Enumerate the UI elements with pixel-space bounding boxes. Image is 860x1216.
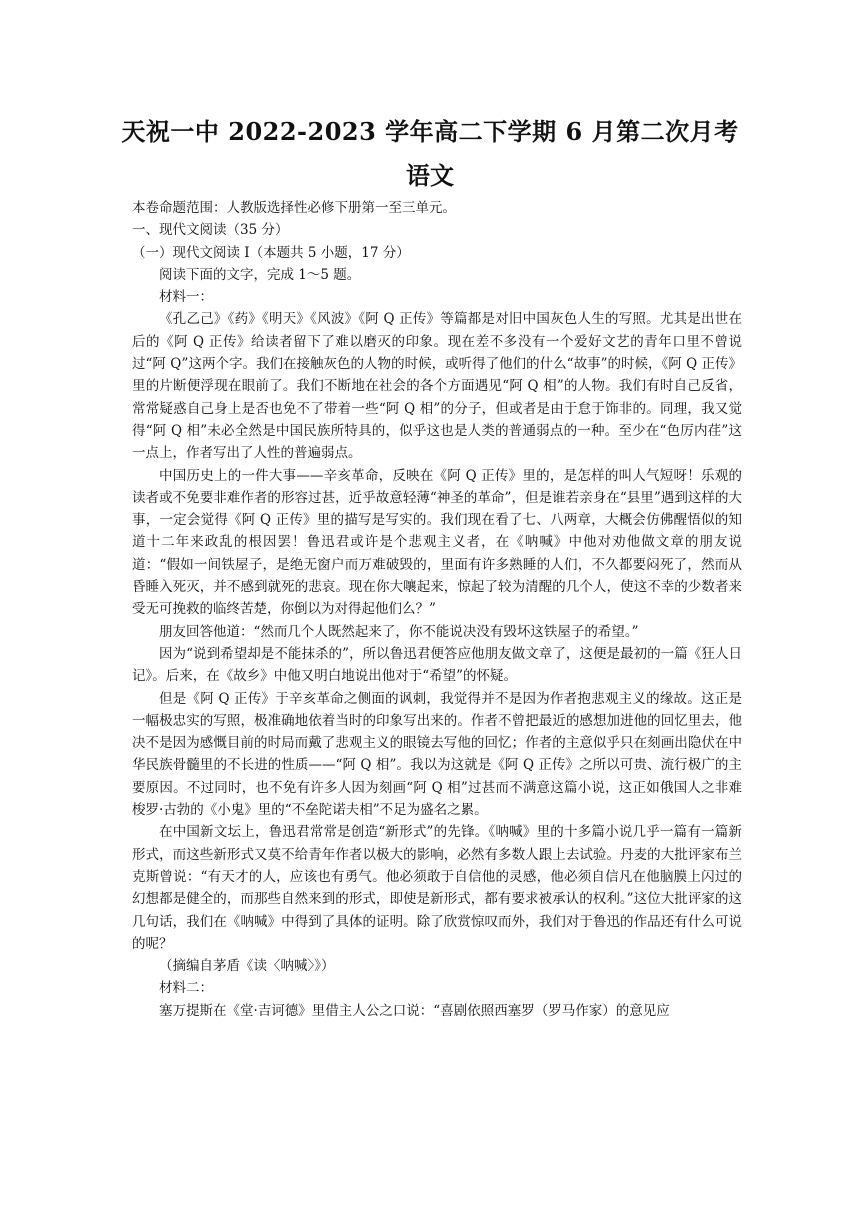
- paragraph: 但是《阿 Q 正传》于辛亥革命之侧面的讽刺，我觉得并不是因为作者抱悲观主义的缘故。这正是一幅极忠实的写照，极准确地依着当时的印象写出来的。作者不曾把最近的感想加进他的回忆里去，他决不是因为感慨目前的时局而戴了悲观主义的眼镜去写他的回忆；作者的主意似乎只在刻画出隐伏在中华民族骨髓里的不长进的性质——“阿 Q 相”。我以为这就是《阿 Q 正传》之所以可贵、流行极广的主要原因。不过同时，也不免有许多人因为刻画“阿 Q 相”过甚而不满意这篇小说，这正如俄国人之非难梭罗·古勃的《小鬼》里的“不垒陀诺夫相”不足为盛名之累。: [132, 690, 742, 819]
- subject-title: 语文: [406, 161, 454, 190]
- exam-scope: 本卷命题范围：人教版选择性必修下册第一至三单元。: [132, 200, 456, 216]
- document-body: [132, 197, 742, 1022]
- reading-instruction: 阅读下面的文字，完成 1～5 题。: [159, 266, 361, 283]
- section-heading: 一、现代文阅读（35 分）: [132, 222, 289, 239]
- paragraph: 朋友回答他道：“然而几个人既然起来了，你不能说决没有毁坏这铁屋子的希望。”: [159, 623, 639, 640]
- exam-title: 天祝一中 2022-2023 学年高二下学期 6 月第二次月考: [121, 117, 739, 146]
- material-label: 材料一：: [159, 289, 213, 306]
- source-citation: （摘编自茅盾《读〈呐喊〉》）: [159, 958, 335, 975]
- paragraph: 《孔乙己》《药》《明天》《风波》《阿 Q 正传》等篇都是对旧中国灰色人生的写照。尤其是出世在后的《阿 Q 正传》给读者留下了难以磨灭的印象。现在差不多没有一个爱好文艺的青年口里不曾说过“阿 Q”这两个字。我们在接触灰色的人物的时候，或听得了他们的什么“故事”的时候，《阿 Q 正传》里的片断便浮现在眼前了。我们不断地在社会的各个方面遇见“阿 Q 相”的人物。我们有时自己反省，常常疑惑自己身上是否也免不了带着一些“阿 Q 相”的分子，但或者是由于怠于饰非的。同理，我又觉得“阿 Q 相”未必全然是中国民族所特具的，似乎这也是人类的普通弱点的一种。至少在“色厉内荏”这一点上，作者写出了人性的普遍弱点。: [132, 311, 742, 462]
- paragraph: 中国历史上的一件大事——辛亥革命，反映在《阿 Q 正传》里的，是怎样的叫人气短呀！乐观的读者或不免要非难作者的形容过甚，近乎故意轻薄“神圣的革命”，但是谁若亲身在“县里”遇到这样的大事，一定会觉得《阿 Q 正传》里的描写是写实的。我们现在看了七、八两章，大概会仿佛醒悟似的知道十二年来政乱的根因罢！鲁迅君或许是个悲观主义者，在《呐喊》中他对劝他做文章的朋友说道：“假如一间铁屋子，是绝无窗户而万难破毁的，里面有许多熟睡的人们，不久都要闷死了，然而从昏睡入死灭，并不感到就死的悲哀。现在你大嚷起来，惊起了较为清醒的几个人，使这不幸的少数者来受无可挽救的临终苦楚，你倒以为对得起他们么？”: [132, 467, 742, 618]
- subsection-heading: （一）现代文阅读 I（本题共 5 小题，17 分）: [132, 244, 410, 261]
- paragraph: 在中国新文坛上，鲁迅君常常是创造“新形式”的先锋。《呐喊》里的十多篇小说几乎一篇有一篇新形式，而这些新形式又莫不给青年作者以极大的影响，必然有多数人跟上去试验。丹麦的大批评家布兰克斯曾说：“有天才的人，应该也有勇气。他必须敢于自信他的灵感，他必须自信凡在他脑膜上闪过的幻想都是健全的，而那些自然来到的形式，即使是新形式，都有要求被承认的权利。”这位大批评家的这几句话，我们在《呐喊》中得到了具体的证明。除了欣赏惊叹而外，我们对于鲁迅的作品还有什么可说的呢？: [132, 824, 742, 952]
- material-label: 材料二：: [159, 980, 213, 997]
- paragraph: 塞万提斯在《堂·吉诃德》里借主人公之口说：“喜剧依照西塞罗（罗马作家）的意见应: [159, 1002, 670, 1019]
- paragraph: 因为“说到希望却是不能抹杀的”，所以鲁迅君便答应他朋友做文章了，这便是最初的一篇《狂人日记》。后来，在《故乡》中他又明白地说出他对于“希望”的怀疑。: [132, 645, 742, 685]
